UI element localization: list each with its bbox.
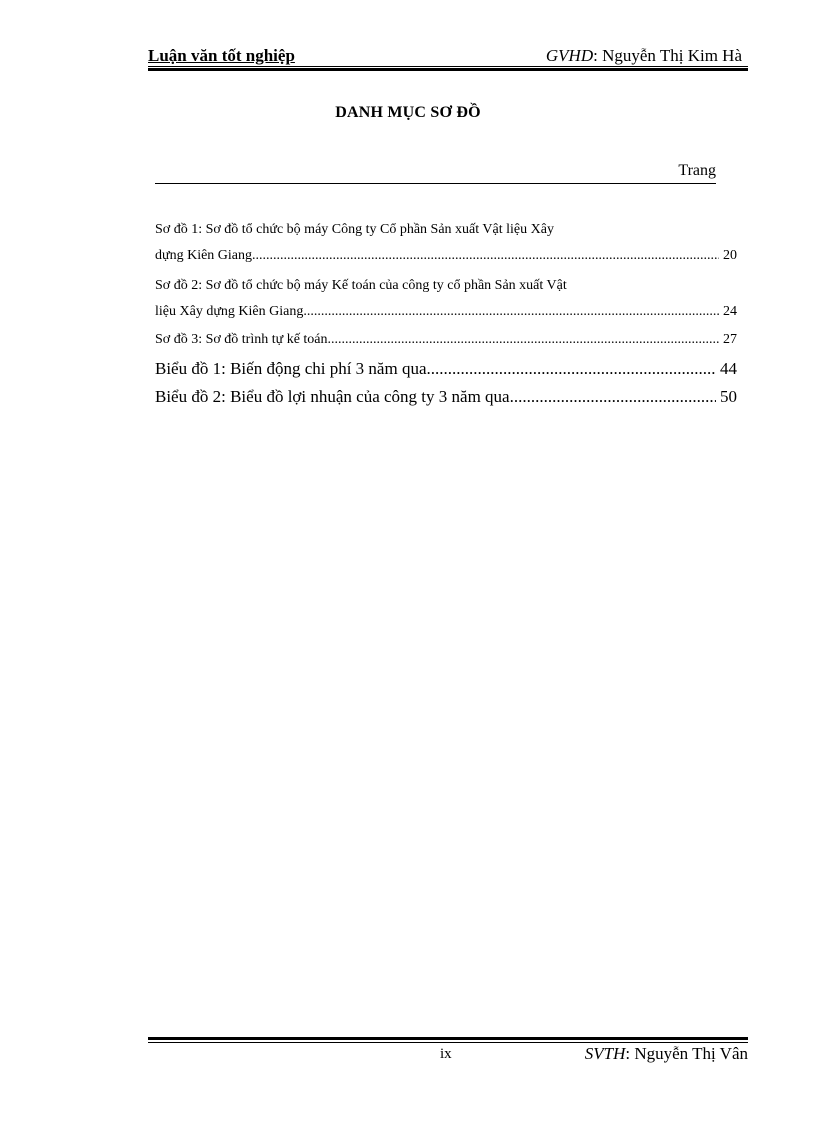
toc-entry-text: Sơ đồ 3: Sơ đồ trình tự kế toán <box>155 332 328 347</box>
toc-entry-text-cont: dựng Kiên Giang <box>155 248 253 263</box>
student-abbrev: SVTH <box>584 1044 626 1063</box>
advisor-name: : Nguyễn Thị Kim Hà <box>593 46 742 65</box>
student-name: : Nguyễn Thị Vân <box>625 1044 748 1063</box>
toc-entry-text: Biểu đồ 1: Biến động chi phí 3 năm qua <box>155 359 427 378</box>
toc-entry[interactable] <box>155 277 737 321</box>
toc-entry-text: Biểu đồ 2: Biểu đồ lợi nhuận của công ty 3 năm qua <box>155 387 510 406</box>
toc-entry-text-cont: liệu Xây dựng Kiên Giang <box>155 304 304 319</box>
advisor-label <box>546 46 742 66</box>
title-rule <box>155 183 716 184</box>
toc-entry-page: 20 <box>723 248 737 263</box>
leader-dots <box>427 358 717 380</box>
student-label <box>585 1044 748 1064</box>
header-rule-thin <box>148 66 748 67</box>
advisor-abbrev: GVHD <box>545 46 594 65</box>
toc-entry[interactable] <box>155 386 737 408</box>
thesis-label: Luận văn tốt nghiệp <box>148 46 295 65</box>
page-title: DANH MỤC SƠ ĐỒ <box>335 104 481 121</box>
leader-dots <box>303 303 719 321</box>
toc-entry[interactable] <box>155 358 737 380</box>
toc-entry-page: 24 <box>723 304 737 319</box>
toc-entry-page: 44 <box>720 359 737 378</box>
header-rule-thick <box>148 68 748 71</box>
footer-rule-thick <box>148 1037 748 1040</box>
page-header <box>148 46 748 68</box>
leader-dots <box>510 386 716 408</box>
toc-entry[interactable] <box>155 221 737 265</box>
leader-dots <box>252 247 719 265</box>
toc-entry-page: 27 <box>723 332 737 347</box>
footer-rule-thin <box>148 1042 748 1043</box>
toc-entry-page: 50 <box>720 387 737 406</box>
page-column-label: Trang <box>678 162 716 179</box>
page-number: ix <box>440 1046 452 1062</box>
toc-entry-text: Sơ đồ 1: Sơ đồ tổ chức bộ máy Công ty Cổ phần Sản xuất Vật liệu Xây <box>155 222 554 237</box>
leader-dots <box>328 331 719 349</box>
toc-entry[interactable] <box>155 331 737 349</box>
toc-entry-text: Sơ đồ 2: Sơ đồ tổ chức bộ máy Kế toán của công ty cổ phần Sản xuất Vật <box>155 278 567 293</box>
